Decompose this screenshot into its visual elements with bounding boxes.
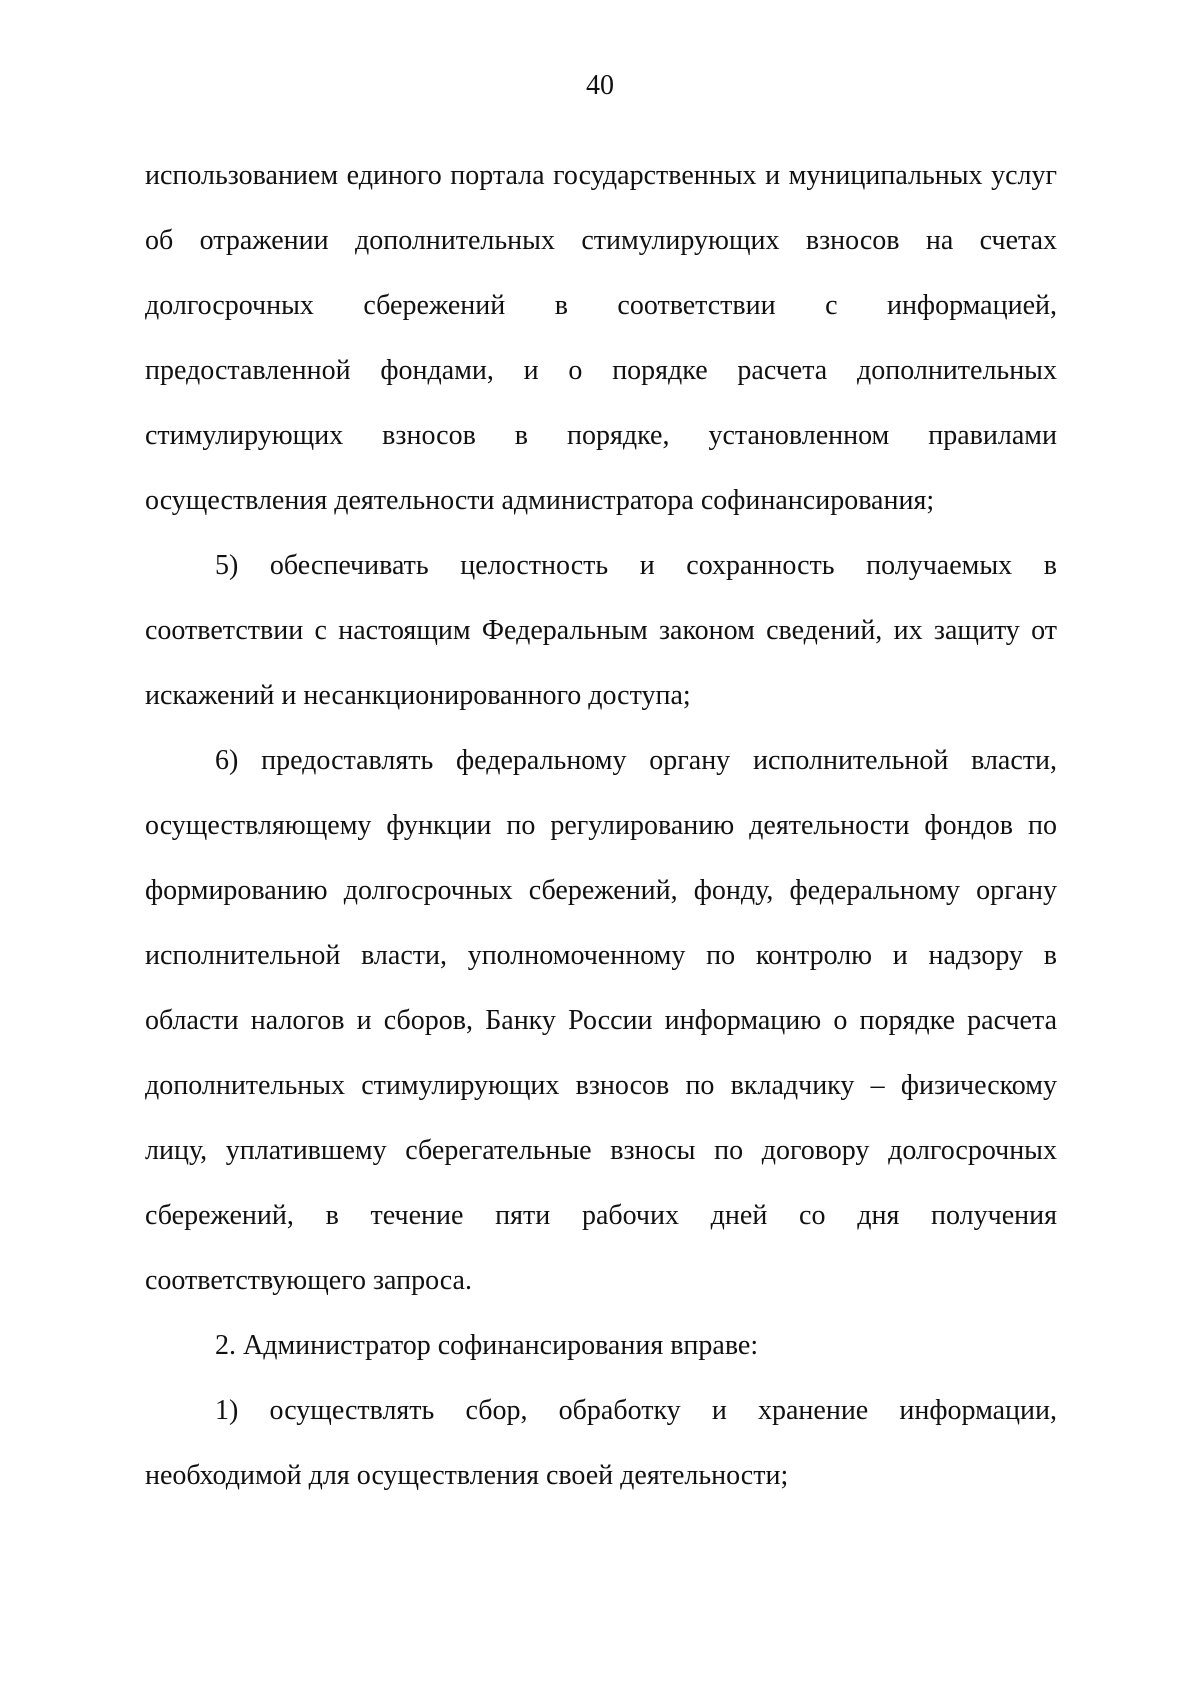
text-line: искажений и несанкционированного доступа; xyxy=(145,680,691,711)
page-number: 40 xyxy=(586,70,614,101)
text-line: необходимой для осуществления своей деятельности; xyxy=(145,1460,789,1491)
text-line: соответствии с настоящим Федеральным законом сведений, их защиту от xyxy=(145,615,1057,646)
text-line: исполнительной власти, уполномоченному по контролю и надзору в xyxy=(145,940,1057,971)
paragraph-start-line: 6) предоставлять федеральному органу исполнительной власти, xyxy=(215,745,1057,776)
text-line: дополнительных стимулирующих взносов по вкладчику – физическому xyxy=(145,1070,1057,1101)
text-line: области налогов и сборов, Банку России информацию о порядке расчета xyxy=(145,1005,1057,1036)
text-line: осуществления деятельности администратора софинансирования; xyxy=(145,485,935,516)
text-line: сбережений, в течение пяти рабочих дней со дня получения xyxy=(145,1200,1057,1231)
text-line: использованием единого портала государственных и муниципальных услуг xyxy=(145,160,1057,191)
text-line: об отражении дополнительных стимулирующих взносов на счетах xyxy=(145,225,1057,256)
document-body xyxy=(145,143,1057,1508)
text-line: долгосрочных сбережений в соответствии с информацией, xyxy=(145,290,1057,321)
text-line: предоставленной фондами, и о порядке расчета дополнительных xyxy=(145,355,1057,386)
paragraph-start-line: 1) осуществлять сбор, обработку и хранение информации, xyxy=(215,1395,1057,1426)
text-line: стимулирующих взносов в порядке, установленном правилами xyxy=(145,420,1057,451)
paragraph-start-line: 5) обеспечивать целостность и сохранность получаемых в xyxy=(215,550,1057,581)
text-line: формированию долгосрочных сбережений, фонду, федеральному органу xyxy=(145,875,1057,906)
text-line: лицу, уплатившему сберегательные взносы по договору долгосрочных xyxy=(145,1135,1057,1166)
text-line: соответствующего запроса. xyxy=(145,1265,472,1296)
paragraph-start-line: 2. Администратор софинансирования вправе: xyxy=(215,1330,759,1361)
text-line: осуществляющему функции по регулированию деятельности фондов по xyxy=(145,810,1057,841)
